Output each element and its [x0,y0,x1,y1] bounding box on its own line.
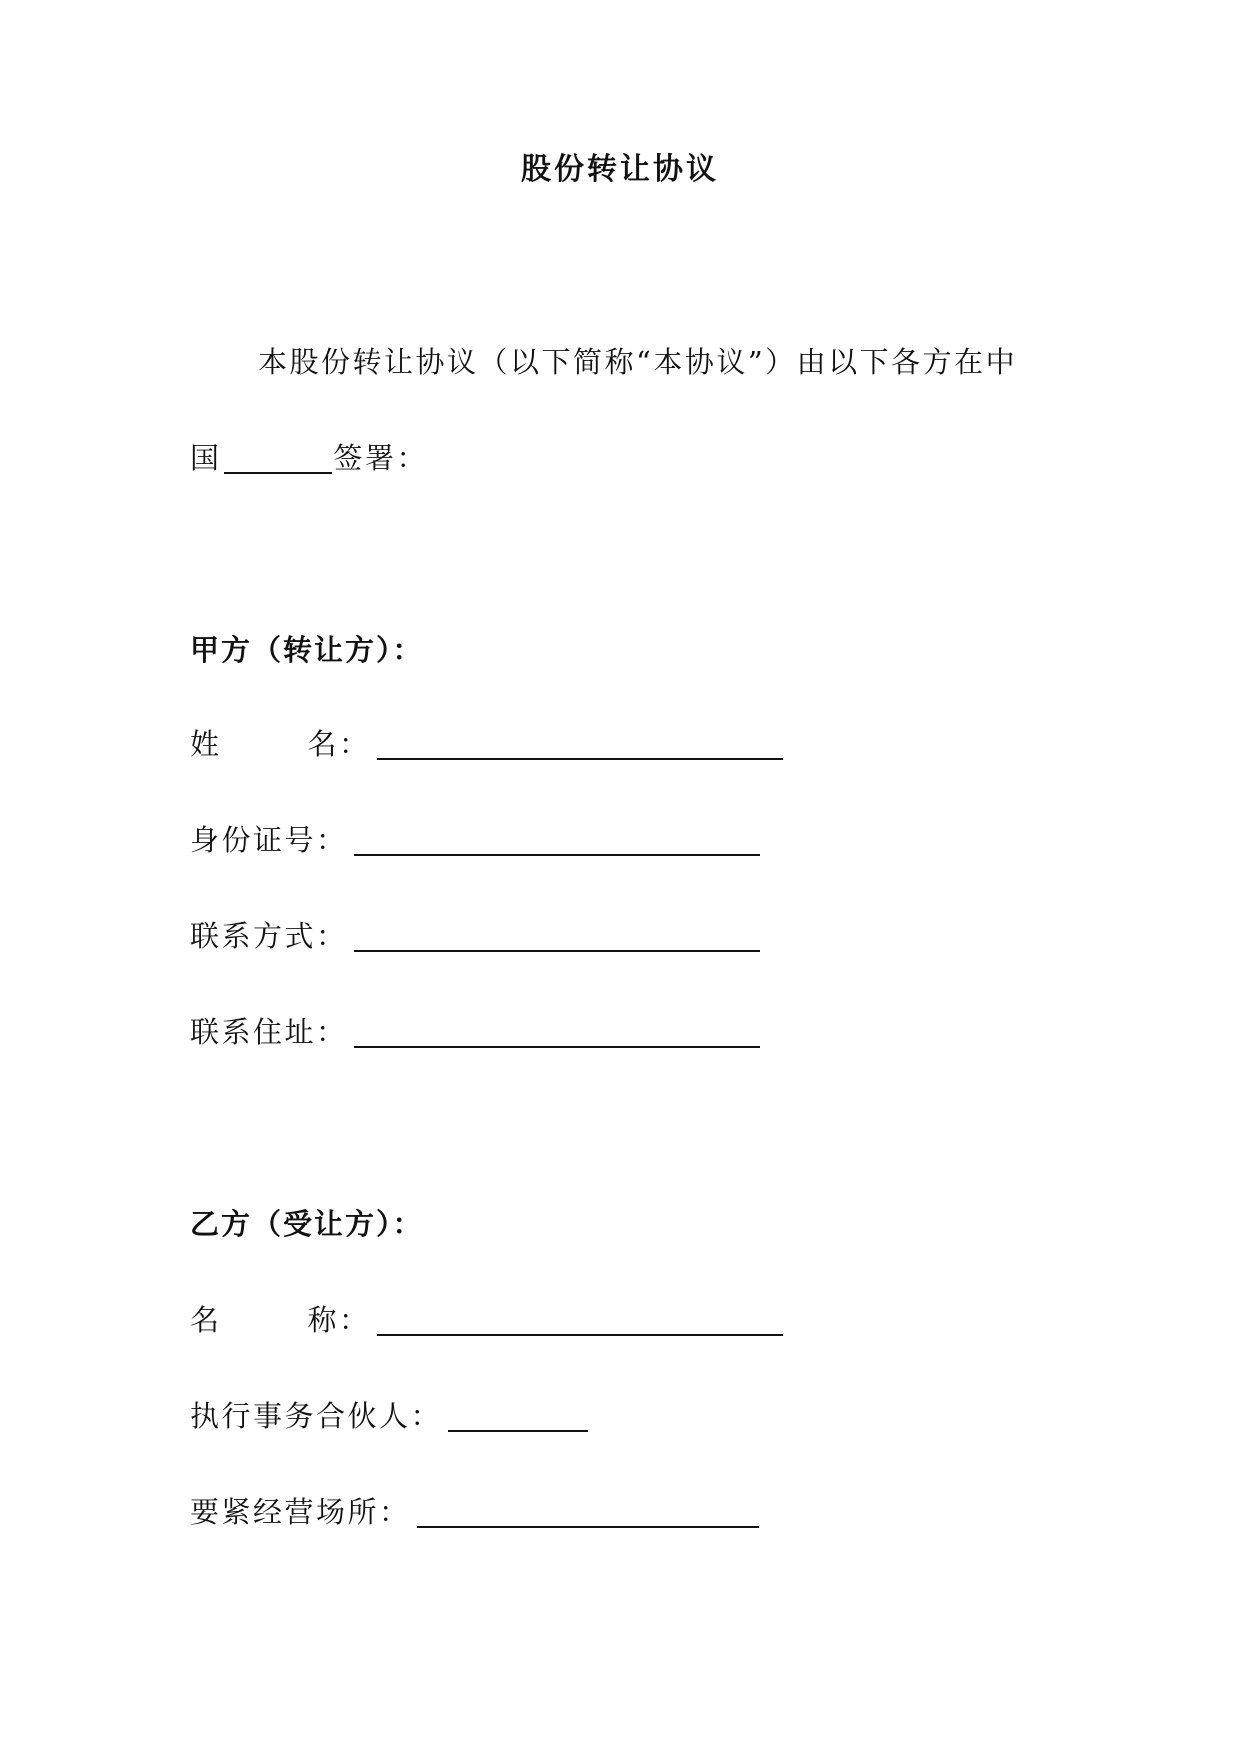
party-a-name-field [190,724,783,764]
party-a-address-field [190,1012,760,1052]
intro-line-2-suffix: 签署： [333,441,429,475]
party-b-partner-label: 执行事务合伙人： [190,1399,443,1433]
signing-place-blank [224,444,332,474]
party-a-id-blank [354,826,760,856]
party-a-heading: 甲方（转让方）： [190,633,424,667]
party-a-contact-label: 联系方式： [190,919,348,953]
party-b-office-label: 要紧经营场所： [190,1495,411,1529]
intro-line-2-prefix: 国 [190,441,222,475]
party-a-contact-field [190,916,760,956]
party-a-address-blank [354,1018,760,1048]
party-a-contact-blank [354,922,760,952]
party-b-partner-field [190,1396,588,1436]
party-b-name-label-part2: 称： [307,1303,371,1337]
party-a-address-label: 联系住址： [190,1015,348,1049]
party-b-heading: 乙方（受让方）： [190,1207,424,1241]
party-b-name-field [190,1300,783,1340]
intro-line-1: 本股份转让协议（以下简称“本协议”）由以下各方在中 [258,345,1018,379]
party-a-id-label: 身份证号： [190,823,348,857]
intro-line-2 [190,438,428,478]
party-b-office-blank [417,1498,759,1528]
party-a-id-field [190,820,760,860]
party-a-name-blank [377,730,783,760]
party-a-name-label-part1: 姓 [190,727,222,761]
party-b-partner-blank [448,1402,588,1432]
party-a-name-label-part2: 名： [307,727,371,761]
party-b-name-label-part1: 名 [190,1303,222,1337]
party-b-name-blank [377,1306,783,1336]
document-title: 股份转让协议 [521,152,719,187]
party-b-office-field [190,1492,759,1532]
